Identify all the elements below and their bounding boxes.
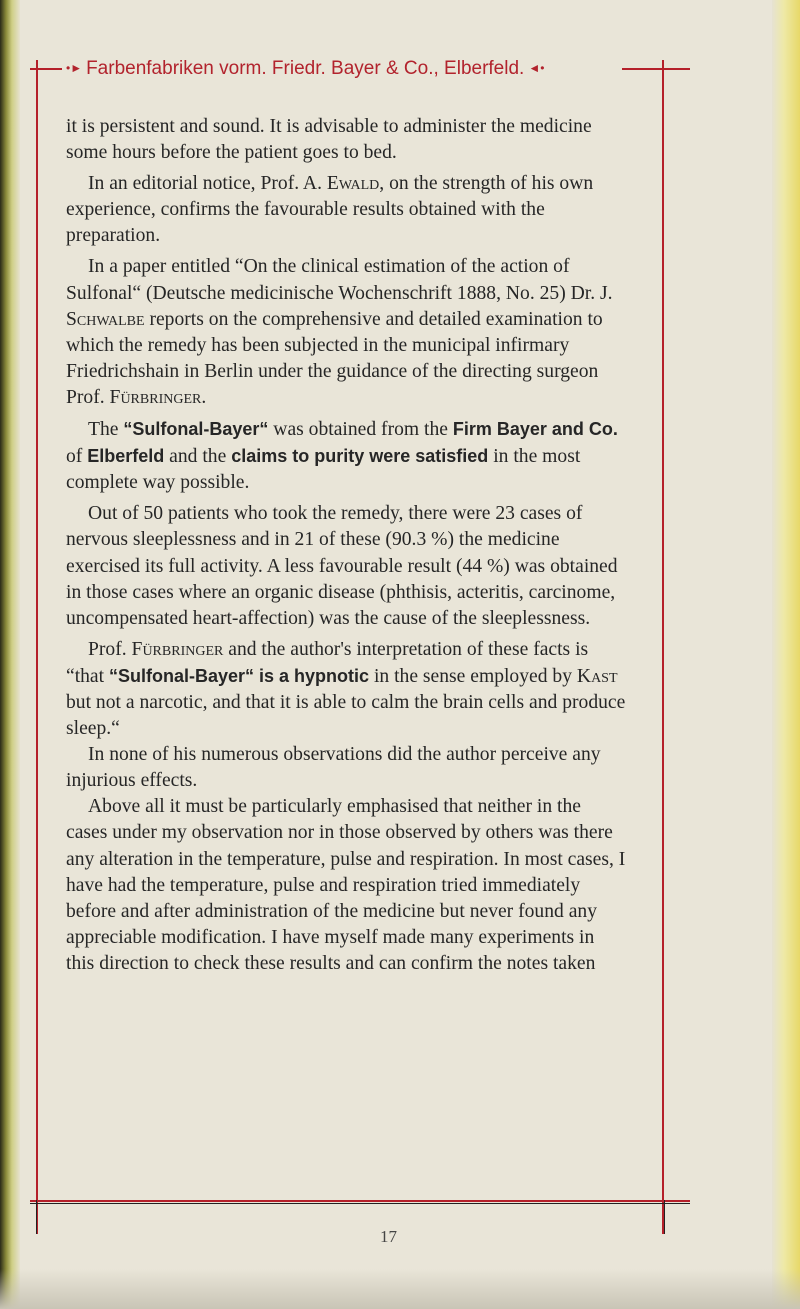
header-ornament-right: ◄• [528,61,545,75]
bold-firm-bayer: Firm Bayer and Co. [452,419,618,440]
paragraph-7: In none of his numerous observations did the author perceive any injurious effects. [66,744,601,792]
bottom-shadow [0,1269,800,1309]
page-edge [772,0,800,1309]
paragraph-4: The “Sulfonal-Bayer“ was obtained from the Firm Bayer and Co. of Elberfeld and the claims to purity were satisfied in the most complete way possible. [66,419,618,494]
frame-left-rule [36,60,38,1234]
bold-sulfonal-bayer: “Sulfonal-Bayer“ [123,419,269,440]
frame-bottom-rule-dark [30,1203,690,1204]
bold-hypnotic: “Sulfonal-Bayer“ is a hypnotic [108,665,370,686]
paragraph-3: In a paper entitled “On the clinical estimation of the action of Sulfonal“ (Deutsche medicinische Wochenschrift 1888, No. 25) Dr. J. Schwalbe reports on the comprehensive and detailed examination to which the remedy has been subjected in the municipal infirmary Friedrichshain in Berlin under the guidance of the directing surgeon Prof. Fürbringer. [66,256,613,408]
book-binding-shadow [0,0,20,1309]
author-name-furbringer-2: Fürbringer [131,638,224,660]
bold-elberfeld: Elberfeld [87,446,165,467]
header-ornament-left: •► [66,61,83,75]
page-body [66,114,626,982]
frame-left-tick [36,1200,37,1234]
paragraph-8: Above all it must be particularly emphasised that neither in the cases under my observation nor in those observed by others was there any alteration in the temperature, pulse and respiration. In most cases, I have had the temperature, pulse and respiration tried immediately before and after administration of the medicine but never found any appreciable modification. I have myself made many experiments in this direction to check these results and can confirm the notes taken [66,796,626,974]
author-name-schwalbe: Schwalbe [66,308,145,330]
bold-claims-purity: claims to purity were satisfied [231,446,489,467]
author-name-kast: Kast [576,665,618,687]
header-firm-name: Farbenfabriken vorm. Friedr. Bayer & Co., Elberfeld. [86,58,525,79]
page-number: 17 [380,1227,397,1246]
paragraph-6: Prof. Fürbringer and the author's interpretation of these facts is “that “Sulfonal-Bayer“ is a hypnotic in the sense employed by Kast but not a narcotic, and that it is able to calm the brain cells and produce sleep.“ [66,638,626,740]
frame-right-rule [662,60,664,1234]
frame-bottom-rule [30,1200,690,1202]
paragraph-5: Out of 50 patients who took the remedy, there were 23 cases of nervous sleeplessness and in 21 of these (90.3 %) the medicine exercised its full activity. A less favourable result (44 %) was obtained in those cases where an organic disease (phthisis, acteritis, carcinome, uncompensated heart-affection) was the cause of the sleeplessness. [66,503,618,629]
author-name-ewald: Ewald [326,173,380,195]
running-header [62,58,622,80]
author-name-furbringer: Fürbringer [109,386,202,408]
frame-right-tick [664,1200,665,1234]
paragraph-1: it is persistent and sound. It is advisable to administer the medicine some hours before the patient goes to bed. [66,116,592,164]
paragraph-2: In an editorial notice, Prof. A. Ewald, on the strength of his own experience, confirms the favourable results obtained with the preparation. [66,173,594,247]
